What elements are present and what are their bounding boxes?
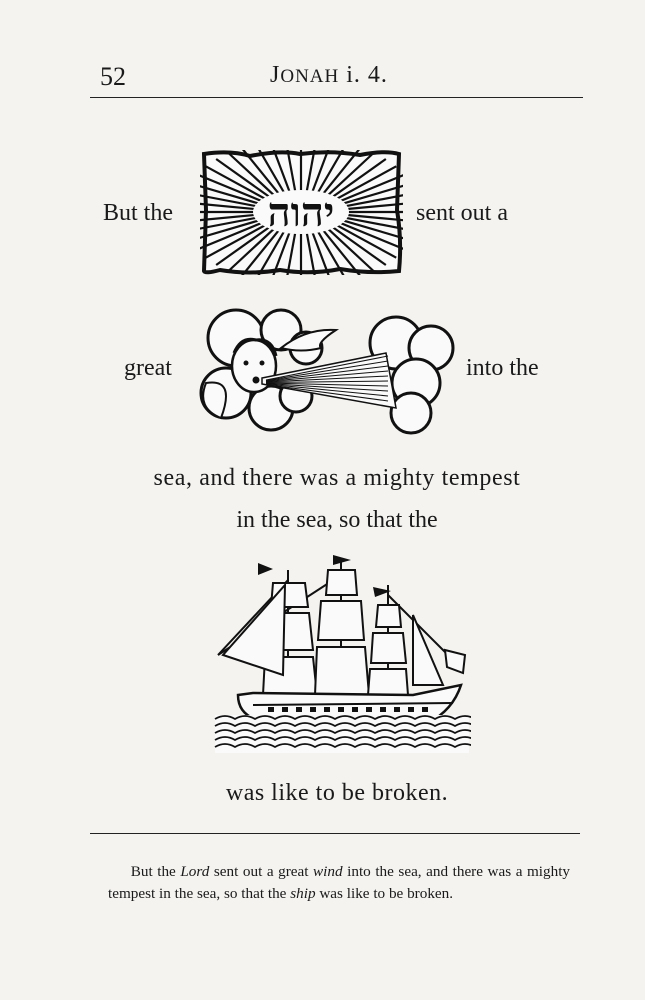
- page-title: [270, 62, 388, 89]
- hebrew-name-radiant-icon: [200, 150, 403, 275]
- header-rule: [90, 97, 583, 98]
- rebus-text-2a: great: [124, 355, 172, 381]
- footnote-text: But the Lord sent out a great wind into the sea, and there was a mighty tempest in the sea, so that the ship was like to be broken.: [108, 863, 571, 902]
- svg-text:יהוה: יהוה: [267, 189, 335, 236]
- page-number: 52: [100, 62, 126, 91]
- rebus-text-1b: sent out a: [416, 200, 508, 226]
- footnote-rule: [90, 833, 580, 834]
- title-rest: ONAH: [280, 66, 340, 87]
- title-reference: i. 4.: [346, 62, 388, 88]
- rebus-text-1a: But the: [103, 200, 173, 226]
- wind-cherub-icon: [196, 308, 460, 438]
- rebus-text-5: was like to be broken.: [225, 780, 449, 806]
- footnote-emph-wind: wind: [313, 863, 343, 880]
- title-initial: J: [270, 62, 281, 88]
- rebus-text-4: in the sea, so that the: [236, 507, 438, 533]
- sailing-ship-icon: [213, 555, 471, 755]
- rebus-text-3: sea, and there was a mighty tempest: [153, 465, 521, 491]
- footnote-emph-lord: Lord: [180, 863, 210, 880]
- footnote-emph-ship: ship: [290, 885, 316, 902]
- rebus-text-2b: into the: [466, 355, 539, 381]
